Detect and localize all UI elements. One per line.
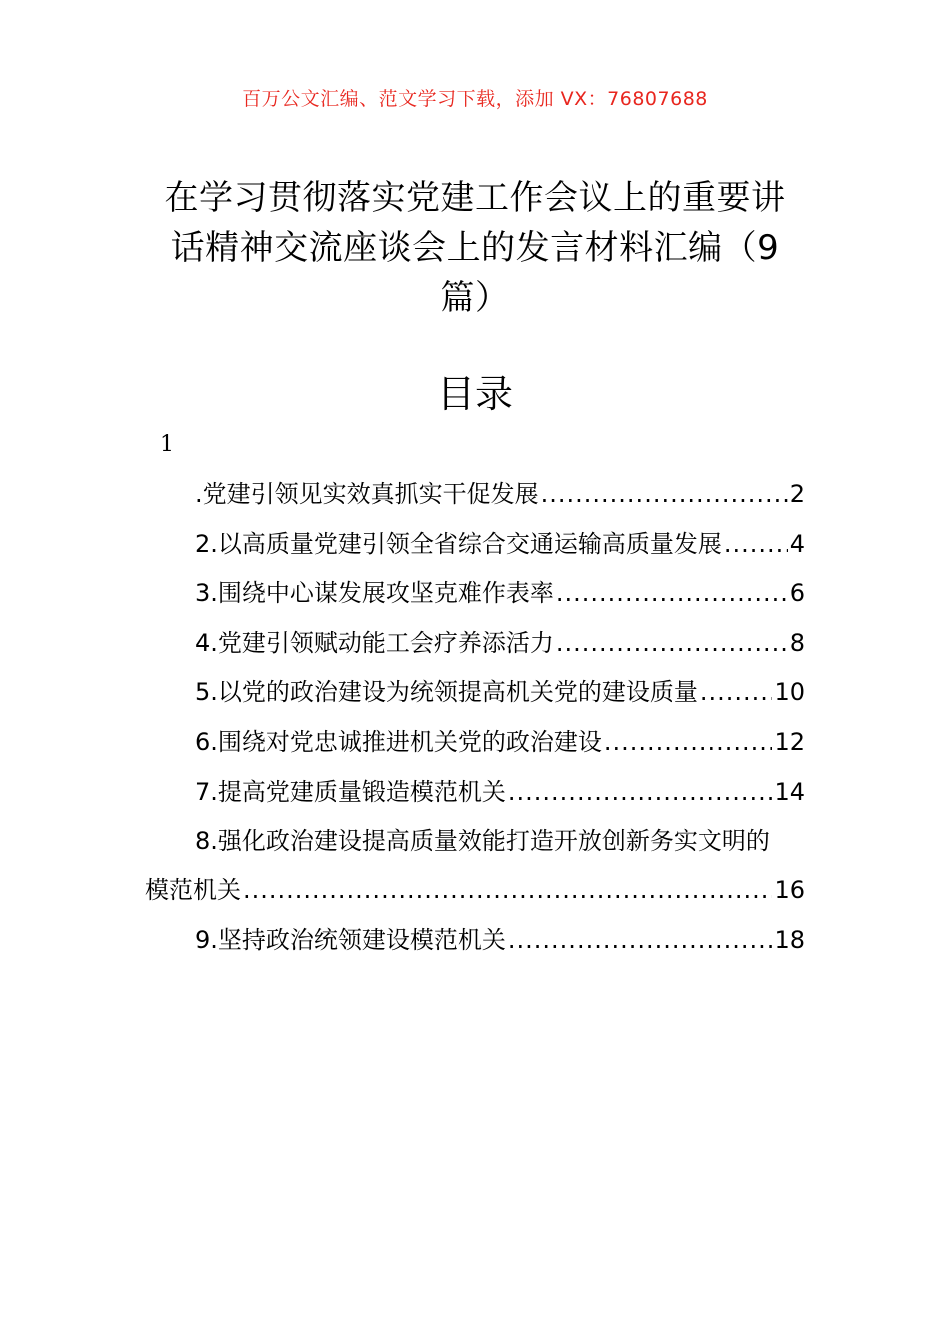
toc-entry-page: 2: [789, 480, 805, 508]
document-title: [150, 173, 800, 323]
toc-entry-text: .党建引领见实效真抓实干促发展: [195, 480, 539, 508]
title-line-2: 话精神交流座谈会上的发言材料汇编（9: [170, 228, 780, 268]
toc-heading: 目录: [436, 372, 513, 416]
toc-entry-text: 5.以党的政治建设为统领提高机关党的建设质量: [195, 678, 698, 706]
toc-leader-dots: [604, 726, 773, 758]
toc-entry-7[interactable]: [195, 776, 805, 808]
toc-leader-dots: [700, 676, 773, 708]
toc-entry-8-line-2[interactable]: [145, 874, 805, 906]
toc-entry-2[interactable]: [195, 528, 805, 560]
title-line-1: 在学习贯彻落实党建工作会议上的重要讲: [164, 178, 786, 218]
toc-entry-4[interactable]: [195, 627, 805, 659]
toc-entry-text: 2.以高质量党建引领全省综合交通运输高质量发展: [195, 530, 722, 558]
toc-entry-text: 8.强化政治建设提高质量效能打造开放创新务实文明的: [195, 827, 770, 855]
toc-entry-8-line-1[interactable]: [195, 825, 805, 857]
toc-entry-text: 模范机关: [145, 876, 241, 904]
toc-entry-3[interactable]: [195, 577, 805, 609]
toc-entry-9[interactable]: [195, 924, 805, 956]
toc-leader-dots: [724, 528, 788, 560]
toc-leader-dots: [556, 577, 788, 609]
toc-entry-text: 7.提高党建质量锻造模范机关: [195, 778, 506, 806]
toc-entry-5[interactable]: [195, 676, 805, 708]
toc-leader-dots: [243, 874, 772, 906]
toc-leader-dots: [508, 776, 773, 808]
toc-entry-1[interactable]: [195, 478, 805, 510]
toc-entry-text: 6.围绕对党忠诚推进机关党的政治建设: [195, 728, 602, 756]
toc-entry-page: 10: [774, 678, 805, 706]
toc-entry-page: 18: [774, 926, 805, 954]
toc-entry-page: 14: [774, 778, 805, 806]
toc-entry-page: 16: [774, 876, 805, 904]
header-note: 百万公文汇编、范文学习下载，添加 VX：76807688: [242, 88, 708, 110]
stray-number: 1: [160, 432, 174, 457]
title-line-3: 篇）: [440, 278, 510, 318]
toc-entry-text: 3.围绕中心谋发展攻坚克难作表率: [195, 579, 554, 607]
toc-leader-dots: [541, 478, 788, 510]
toc-entry-page: 8: [789, 629, 805, 657]
toc-entry-page: 4: [789, 530, 805, 558]
toc-entry-6[interactable]: [195, 726, 805, 758]
toc-leader-dots: [556, 627, 788, 659]
toc-leader-dots: [508, 924, 773, 956]
toc-entry-page: 6: [789, 579, 805, 607]
toc-entry-text: 4.党建引领赋动能工会疗养添活力: [195, 629, 554, 657]
toc-entry-text: 9.坚持政治统领建设模范机关: [195, 926, 506, 954]
toc-entry-page: 12: [774, 728, 805, 756]
